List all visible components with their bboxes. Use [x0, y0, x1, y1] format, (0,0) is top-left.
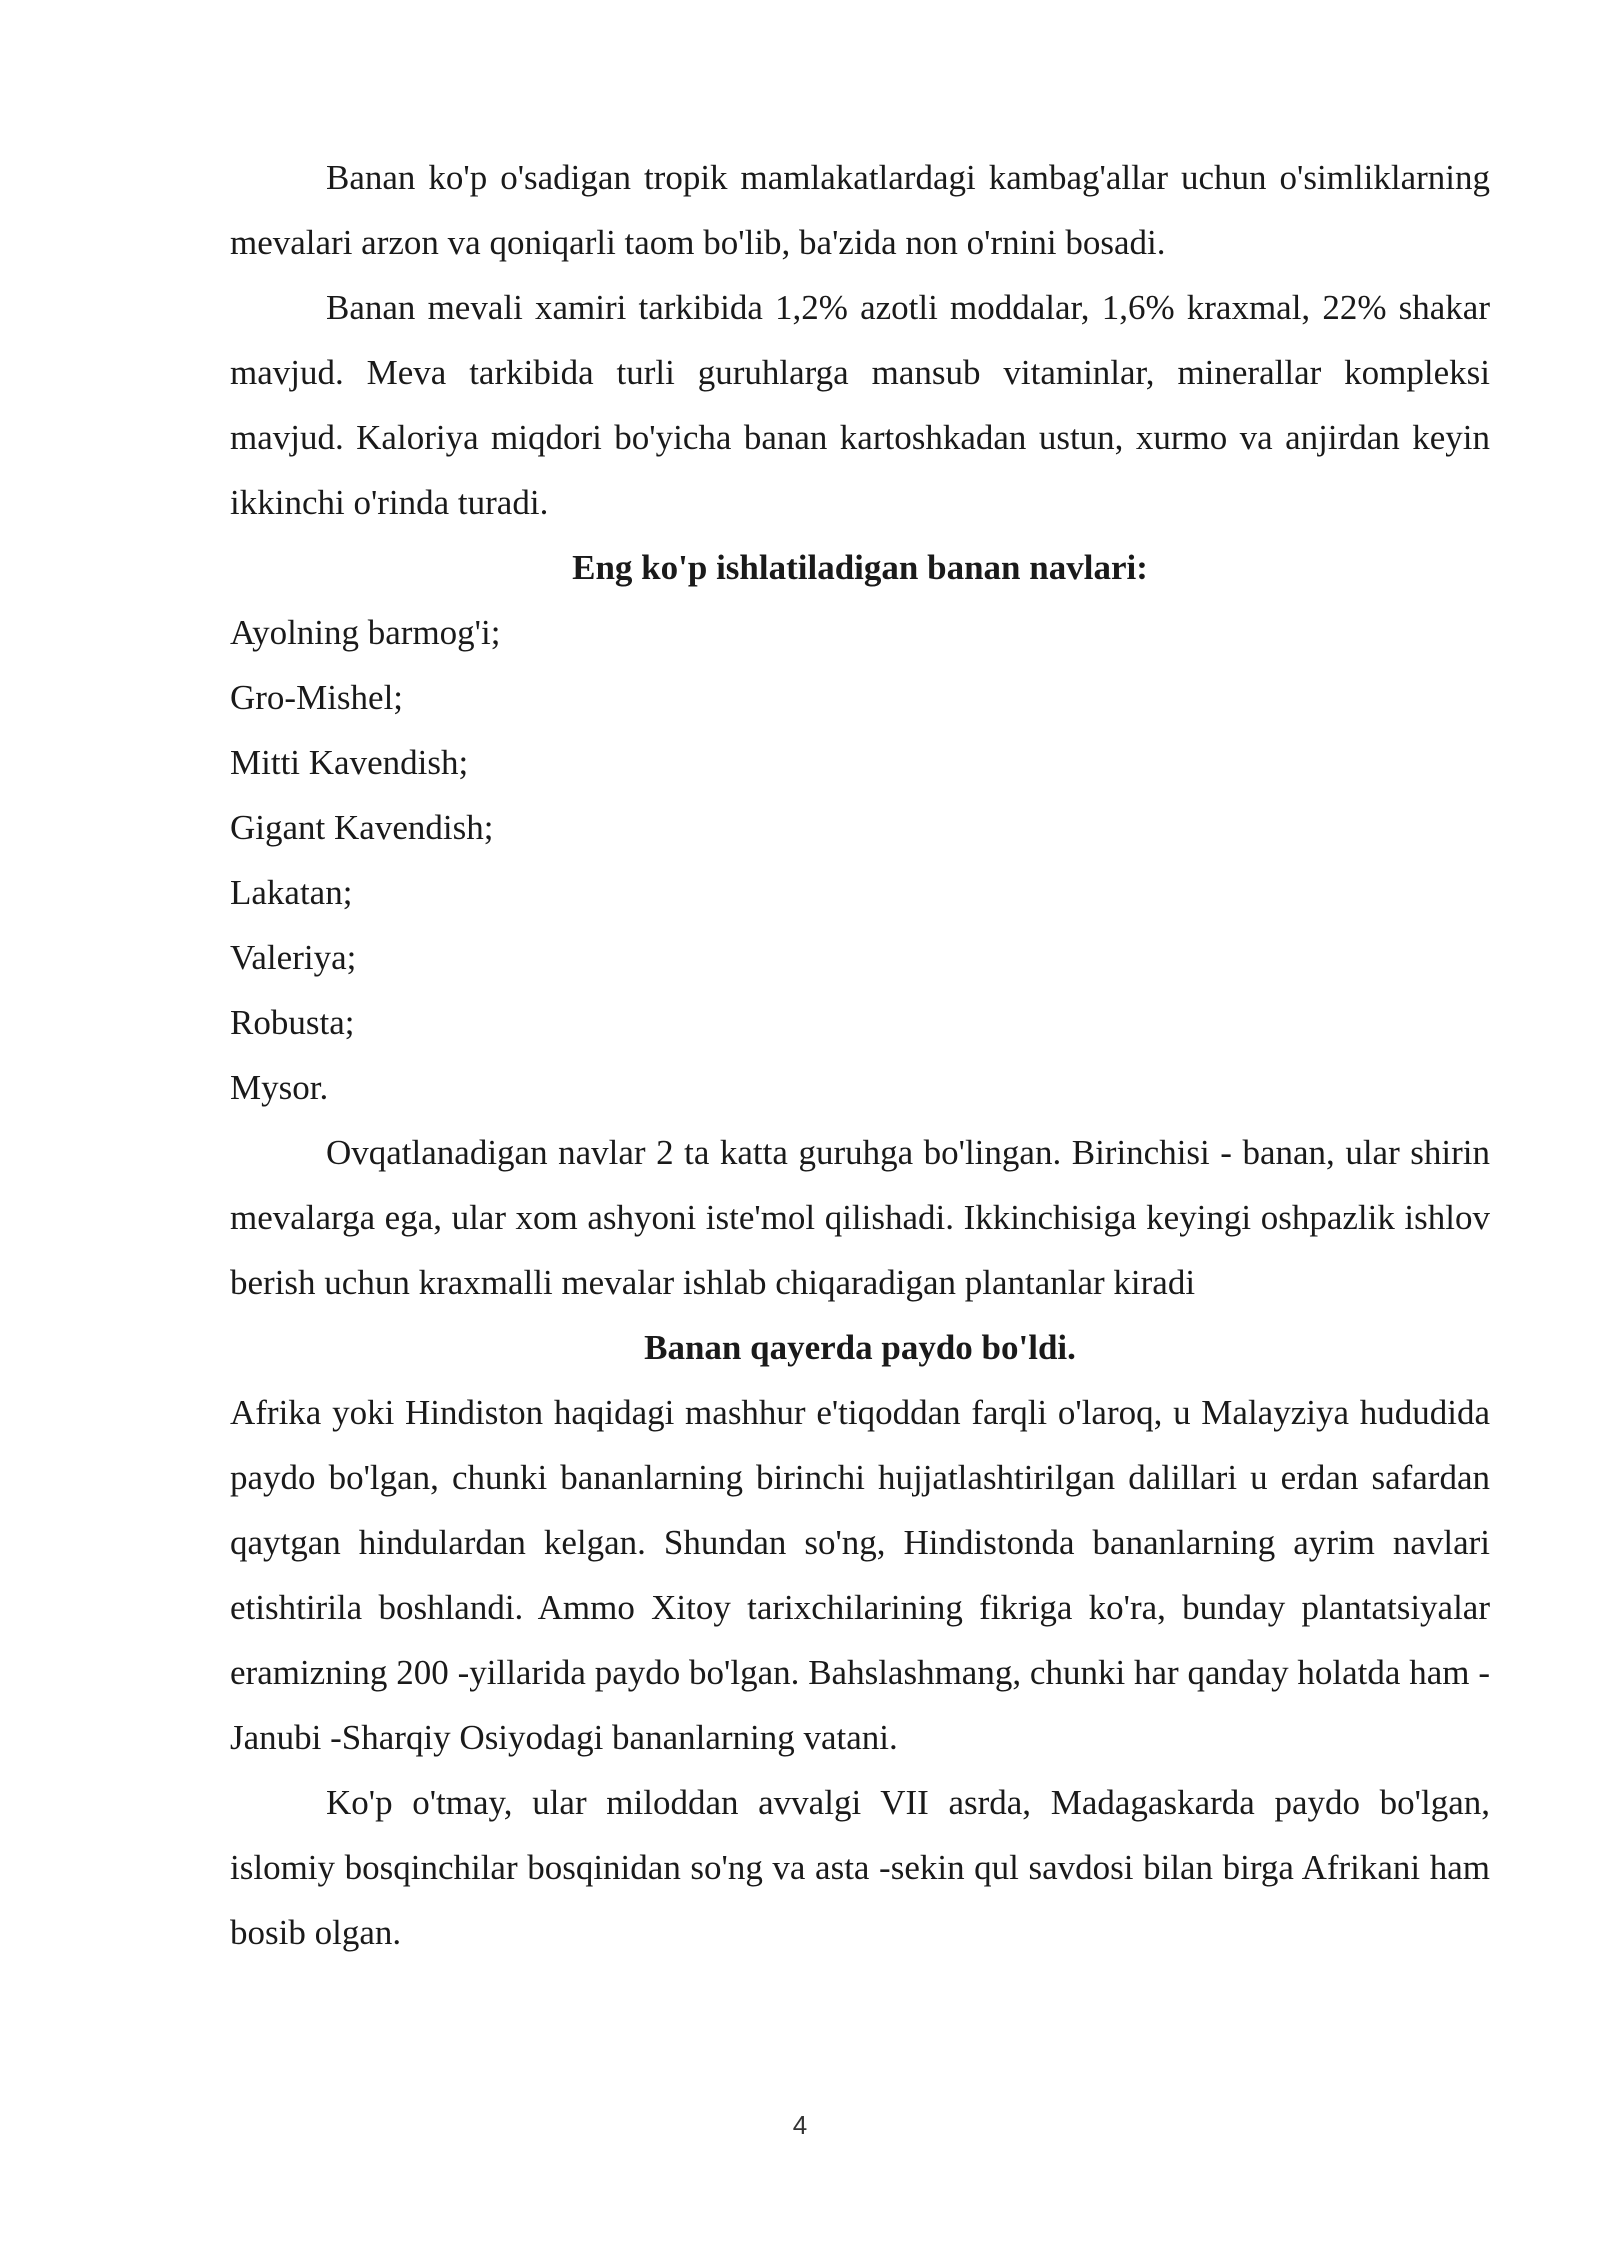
heading-origin: Banan qayerda paydo bo'ldi.: [644, 1328, 1076, 1367]
variety-list: [230, 600, 1490, 1120]
list-item: Lakatan;: [230, 873, 353, 912]
paragraph-intro-1: Banan ko'p o'sadigan tropik mamlakatlardagi kambag'allar uchun o'simliklarning mevalari arzon va qoniqarli taom bo'lib, ba'zida non o'rnini bosadi.: [230, 158, 1490, 262]
paragraph-intro-2: Banan mevali xamiri tarkibida 1,2% azotli moddalar, 1,6% kraxmal, 22% shakar mavjud. Meva tarkibida turli guruhlarga mansub vitaminlar, minerallar kompleksi mavjud. Kaloriya miqdori bo'yicha banan kartoshkadan ustun, xurmo va anjirdan keyin ikkinchi o'rinda turadi.: [230, 288, 1490, 522]
list-item: Gro-Mishel;: [230, 678, 404, 717]
list-item: Robusta;: [230, 1003, 355, 1042]
page-number: 4: [792, 2110, 808, 2140]
list-item: Valeriya;: [230, 938, 357, 977]
list-item: Gigant Kavendish;: [230, 808, 494, 847]
paragraph-origin: Afrika yoki Hindiston haqidagi mashhur e'tiqoddan farqli o'laroq, u Malayziya hududida paydo bo'lgan, chunki bananlarning birinchi hujjatlashtirilgan dalillari u erdan safardan qaytgan hindulardan kelgan. Shundan so'ng, Hindistonda bananlarning ayrim navlari etishtirila boshlandi. Ammo Xitoy tarixchilarining fikriga ko'ra, bunday plantatsiyalar eramizning 200 -yillarida paydo bo'lgan. Bahslashmang, chunki har qanday holatda ham - Janubi -Sharqiy Osiyodagi bananlarning vatani.: [230, 1393, 1490, 1757]
paragraph-spread: Ko'p o'tmay, ular miloddan avvalgi VII asrda, Madagaskarda paydo bo'lgan, islomiy bosqinchilar bosqinidan so'ng va asta -sekin qul savdosi bilan birga Afrikani ham bosib olgan.: [230, 1783, 1490, 1952]
list-item: Ayolning barmog'i;: [230, 613, 501, 652]
document-body: [230, 145, 1490, 1965]
list-item: Mitti Kavendish;: [230, 743, 469, 782]
heading-varieties: Eng ko'p ishlatiladigan banan navlari:: [572, 548, 1148, 587]
paragraph-groups: Ovqatlanadigan navlar 2 ta katta guruhga bo'lingan. Birinchisi - banan, ular shirin mevalarga ega, ular xom ashyoni iste'mol qilishadi. Ikkinchisiga keyingi oshpazlik ishlov berish uchun kraxmalli mevalar ishlab chiqaradigan plantanlar kiradi: [230, 1133, 1490, 1302]
list-item: Mysor.: [230, 1068, 329, 1107]
